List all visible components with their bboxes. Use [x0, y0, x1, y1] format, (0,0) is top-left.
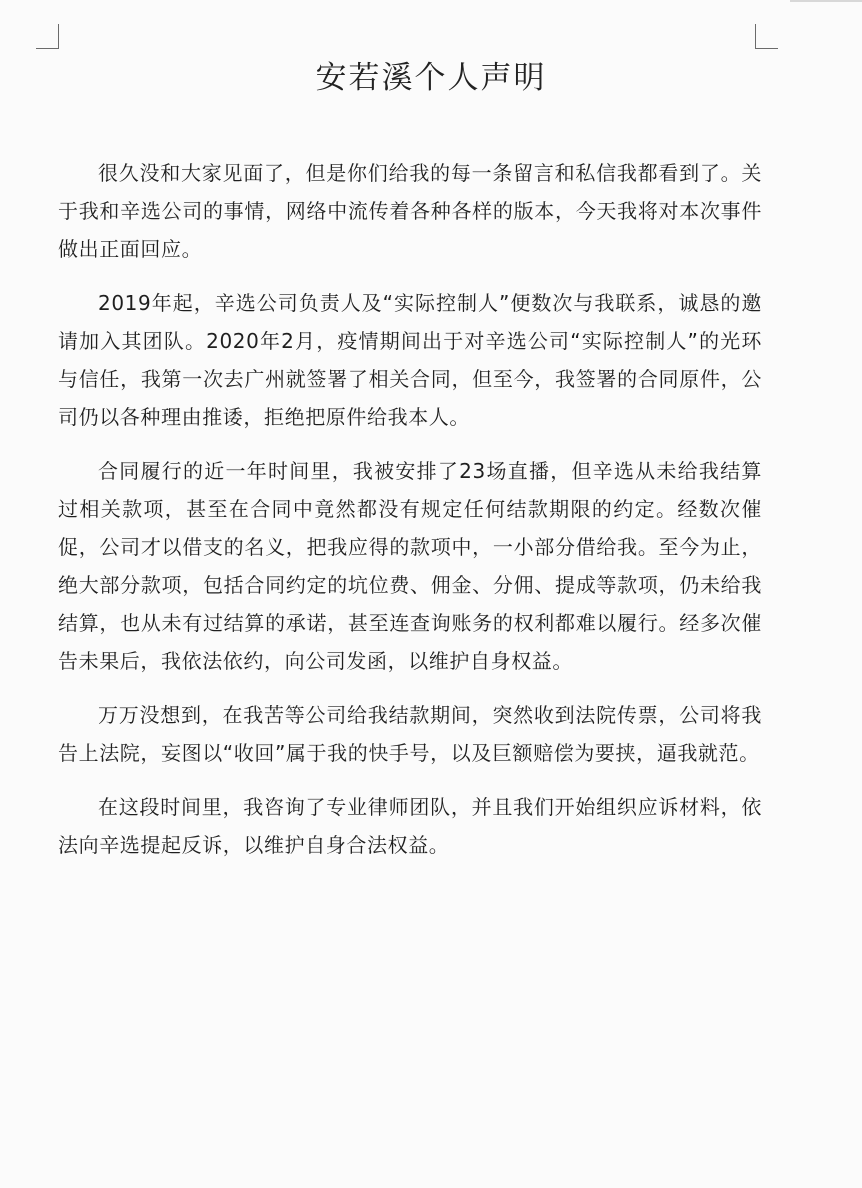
- crop-mark-top-right: [755, 24, 778, 49]
- paragraph-4: 万万没想到，在我苦等公司给我结款期间，突然收到法院传票，公司将我告上法院，妄图以“收回”属于我的快手号，以及巨额赔偿为要挟，逼我就范。: [58, 703, 762, 765]
- top-edge-line: [790, 0, 862, 2]
- paragraph-3: 合同履行的近一年时间里，我被安排了23场直播，但辛选从未给我结算过相关款项，甚至在合同中竟然都没有规定任何结款期限的约定。经数次催促，公司才以借支的名义，把我应得的款项中，一小部分借给我。至今为止，绝大部分款项，包括合同约定的坑位费、佣金、分佣、提成等款项，仍未给我结算，也从未有过结算的承诺，甚至连查询账务的权利都难以履行。经多次催告未果后，我依法依约，向公司发函，以维护自身权益。: [58, 459, 762, 673]
- paragraph-5: 在这段时间里，我咨询了专业律师团队，并且我们开始组织应诉材料，依法向辛选提起反诉，以维护自身合法权益。: [58, 795, 762, 857]
- crop-mark-top-left: [36, 24, 59, 49]
- document-body: [58, 154, 762, 880]
- paragraph-1: 很久没和大家见面了，但是你们给我的每一条留言和私信我都看到了。关于我和辛选公司的事情，网络中流传着各种各样的版本，今天我将对本次事件做出正面回应。: [58, 161, 762, 261]
- paragraph-2: 2019年起，辛选公司负责人及“实际控制人”便数次与我联系，诚恳的邀请加入其团队。2020年2月，疫情期间出于对辛选公司“实际控制人”的光环与信任，我第一次去广州就签署了相关合同，但至今，我签署的合同原件，公司仍以各种理由推诿，拒绝把原件给我本人。: [58, 291, 762, 429]
- document-title: 安若溪个人声明: [315, 60, 547, 96]
